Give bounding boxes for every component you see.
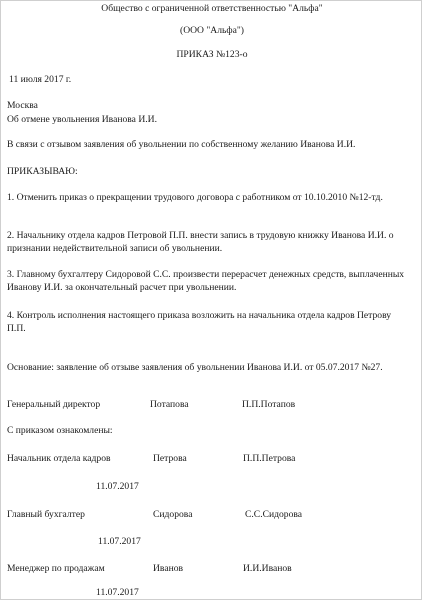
director-name: П.П.Потапов bbox=[242, 399, 296, 410]
signer-signature: Сидорова bbox=[153, 509, 193, 520]
order-title: ПРИКАЗ №123-о bbox=[176, 49, 248, 60]
signer-date: 11.07.2017 bbox=[98, 536, 141, 547]
signer-name: П.П.Петрова bbox=[243, 453, 296, 464]
order-item-3: 3. Главному бухгалтеру Сидоровой С.С. произвести перерасчет денежных средств, выплаченных Иванову И.И. за окончательный расчет при увольнении. bbox=[7, 269, 405, 293]
signer-signature: Иванов bbox=[153, 563, 184, 574]
order-city: Москва bbox=[7, 100, 38, 111]
signer-position: Главный бухгалтер bbox=[7, 509, 85, 520]
order-item-1: 1. Отменить приказ о прекращении трудового договора с работником от 10.10.2010 №12-тд. bbox=[7, 192, 383, 203]
signer-name: С.С.Сидорова bbox=[245, 509, 303, 520]
order-preamble: В связи с отзывом заявления об увольнении по собственному желанию Иванова И.И. bbox=[7, 139, 356, 150]
order-subject: Об отмене увольнения Иванова И.И. bbox=[7, 114, 157, 125]
signer-name: И.И.Иванов bbox=[243, 563, 292, 574]
organization-name: Общество с ограниченной ответственностью "Альфа" bbox=[101, 3, 323, 14]
order-item-4: 4. Контроль исполнения настоящего приказа возложить на начальника отдела кадров Петрову П.П. bbox=[7, 310, 392, 334]
order-word: ПРИКАЗЫВАЮ: bbox=[7, 166, 78, 177]
organization-short-name: (ООО "Альфа") bbox=[180, 25, 244, 36]
order-date: 11 июля 2017 г. bbox=[9, 74, 72, 85]
director-position: Генеральный директор bbox=[7, 399, 101, 410]
signer-date: 11.07.2017 bbox=[96, 481, 139, 492]
signer-date: 11.07.2017 bbox=[96, 587, 139, 598]
acquainted-label: С приказом ознакомлены: bbox=[7, 425, 113, 436]
order-item-2: 2. Начальнику отдела кадров Петровой П.П. внести запись в трудовую книжку Иванова И.И. о признании недействительной записи об увольнении. bbox=[7, 230, 394, 254]
director-signature: Потапова bbox=[150, 399, 189, 410]
signer-position: Менеджер по продажам bbox=[7, 563, 105, 574]
signer-position: Начальник отдела кадров bbox=[7, 453, 111, 464]
order-basis: Основание: заявление об отзыве заявления об увольнении Иванова И.И. от 05.07.2017 №27. bbox=[7, 362, 383, 373]
signer-signature: Петрова bbox=[153, 453, 187, 464]
